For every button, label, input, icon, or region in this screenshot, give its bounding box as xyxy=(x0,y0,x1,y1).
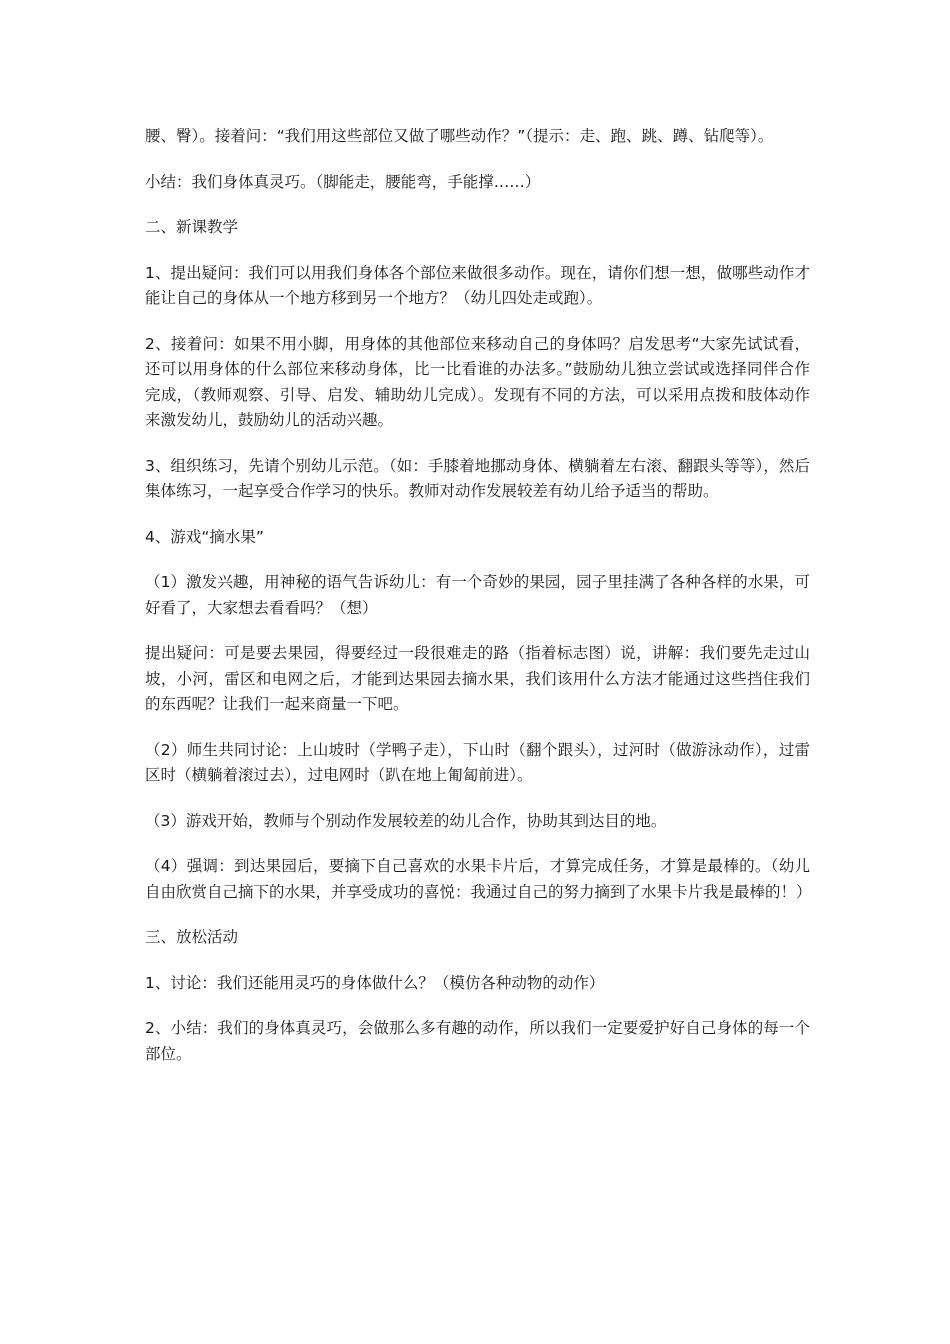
paragraph-game-question: 提出疑问：可是要去果园，得要经过一段很难走的路（指着标志图）说，讲解：我们要先走过山坡，小河，雷区和电网之后，才能到达果园去摘水果，我们该用什么方法才能通过这些挡住我们的东西呢？让我们一起来商量一下吧。 xyxy=(145,644,810,713)
paragraph-game-part-1: （1）激发兴趣，用神秘的语气告诉幼儿：有一个奇妙的果园，园子里挂满了各种各样的水果，可好看了，大家想去看看吗？（想） xyxy=(145,573,810,617)
paragraph-relax-2: 2、小结：我们的身体真灵巧，会做那么多有趣的动作，所以我们一定要爱护好自己身体的每一个部位。 xyxy=(145,1019,810,1063)
paragraph-intro-continued: 腰、臀）。接着问：“我们用这些部位又做了哪些动作？”（提示：走、跑、跳、蹲、钻爬等）。 xyxy=(145,127,774,145)
paragraph-summary-1: 小结：我们身体真灵巧。（脚能走，腰能弯，手能撑……） xyxy=(145,172,541,191)
document-page xyxy=(145,124,810,1087)
paragraph-game-part-4: （4）强调：到达果园后，要摘下自己喜欢的水果卡片后，才算完成任务，才算是最棒的。（幼儿自由欣赏自己摘下的水果，并享受成功的喜悦：我通过自己的努力摘到了水果卡片我是最棒的！） xyxy=(145,857,812,901)
section-heading-new-lesson: 二、新课教学 xyxy=(145,218,239,236)
paragraph-step-2: 2、接着问：如果不用小脚，用身体的其他部位来移动自己的身体吗？启发思考“大家先试试看，还可以用身体的什么部位来移动身体，比一比看谁的办法多。”鼓励幼儿独立尝试或选择同伴合作完成，（教师观察、引导、启发、辅助幼儿完成）。发现有不同的方法，可以采用点拨和肢体动作来激发幼儿，鼓励幼儿的活动兴趣。 xyxy=(145,334,810,429)
paragraph-step-4-game-title: 4、游戏“摘水果” xyxy=(145,527,264,546)
paragraph-step-3: 3、组织练习，先请个别幼儿示范。（如：手膝着地挪动身体、横躺着左右滚、翻跟头等等），然后集体练习，一起享受合作学习的快乐。教师对动作发展较差有幼儿给予适当的帮助。 xyxy=(145,456,810,500)
paragraph-game-part-2: （2）师生共同讨论：上山坡时（学鸭子走），下山时（翻个跟头），过河时（做游泳动作），过雷区时（横躺着滚过去），过电网时（趴在地上匍匐前进）。 xyxy=(145,740,810,784)
paragraph-relax-1: 1、讨论：我们还能用灵巧的身体做什么？（模仿各种动物的动作） xyxy=(145,973,605,992)
paragraph-step-1: 1、提出疑问：我们可以用我们身体各个部位来做很多动作。现在，请你们想一想，做哪些动作才能让自己的身体从一个地方移到另一个地方？（幼儿四处走或跑）。 xyxy=(145,263,810,307)
paragraph-game-part-3: （3）游戏开始，教师与个别动作发展较差的幼儿合作，协助其到达目的地。 xyxy=(145,811,667,830)
section-heading-relaxation: 三、放松活动 xyxy=(145,928,239,946)
